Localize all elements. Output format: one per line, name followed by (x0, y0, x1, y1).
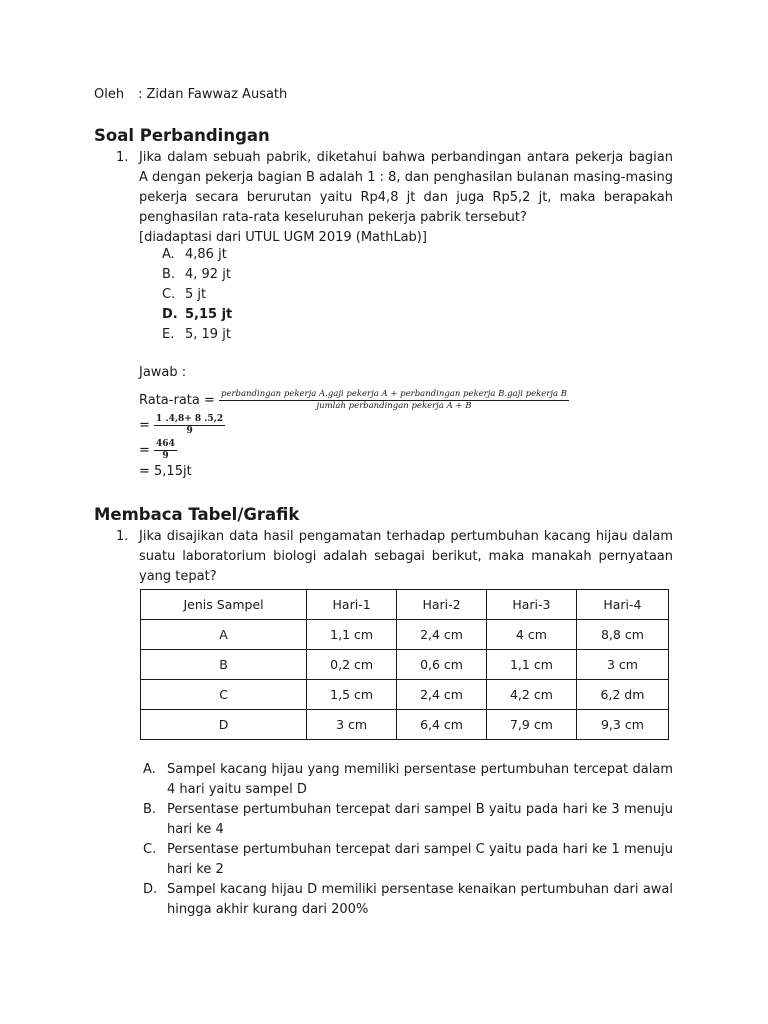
author-label: Oleh (94, 87, 125, 102)
step1-fraction: $\frac{1 .4,8+ 8 .5,2}{9}$ (156, 414, 224, 436)
answer-step-2: = $\frac{464}{9}$ (139, 439, 175, 461)
table-header-cell: Hari-2 (397, 590, 487, 620)
table-cell: 1,5 cm (307, 680, 397, 710)
table-cell: 2,4 cm (397, 680, 487, 710)
table-cell: 3 cm (576, 650, 668, 680)
table-row (141, 620, 669, 650)
table-cell: 4,2 cm (486, 680, 576, 710)
growth-table (140, 589, 669, 740)
table-cell: 3 cm (307, 710, 397, 740)
table-cell: 6,2 dm (576, 680, 668, 710)
author-name: : Zidan Fawwaz Ausath (138, 87, 288, 102)
table-header-cell: Hari-4 (576, 590, 668, 620)
question-source: [diadaptasi dari UTUL UGM 2019 (MathLab)] (139, 230, 427, 245)
question-number: 1. (116, 529, 129, 544)
table-cell: C (141, 680, 307, 710)
option-b[interactable]: B. Persentase pertumbuhan tercepat dari sampel B yaitu pada hari ke 3 menuju hari ke 4 (143, 802, 673, 837)
options-perbandingan (162, 245, 232, 345)
table-cell: 9,3 cm (576, 710, 668, 740)
option-e[interactable]: E. 5, 19 jt (162, 327, 231, 342)
answer-result: = 5,15jt (139, 464, 192, 479)
answer-label: Jawab : (139, 365, 187, 380)
table-header-cell: Hari-1 (307, 590, 397, 620)
option-d[interactable]: D. Sampel kacang hijau D memiliki persentase kenaikan pertumbuhan dari awal hingga akhir kurang dari 200% (143, 882, 673, 917)
formula-numerator: perbandingan pekerja A.gaji pekerja A + perbandingan pekerja B.gaji pekerja B (221, 389, 568, 399)
options-tabel (143, 760, 673, 920)
question-text: Jika dalam sebuah pabrik, diketahui bahwa perbandingan antara pekerja bagian A dengan pekerja bagian B adalah 1 : 8, dan penghasilan bulanan masing-masing pekerja secara berurutan yaitu Rp4,8 jt dan juga Rp5,2 jt, maka berapakah penghasilan rata-rata keseluruhan pekerja pabrik tersebut? (139, 150, 673, 225)
table-cell: 0,2 cm (307, 650, 397, 680)
step2-fraction: $\frac{464}{9}$ (156, 439, 175, 461)
option-c[interactable]: C. 5 jt (162, 287, 207, 302)
option-d-correct[interactable]: D. 5,15 jt (162, 307, 233, 322)
rata-label: Rata-rata = (139, 393, 215, 408)
table-cell: 8,8 cm (576, 620, 668, 650)
table-row (141, 710, 669, 740)
table-row (141, 680, 669, 710)
question-number: 1. (116, 150, 129, 165)
answer-block (139, 363, 569, 482)
table-cell: 1,1 cm (486, 650, 576, 680)
answer-formula-line (139, 389, 569, 412)
table-cell: A (141, 620, 307, 650)
table-header-row (141, 590, 669, 620)
option-a[interactable]: A. Sampel kacang hijau yang memiliki persentase pertumbuhan tercepat dalam 4 hari yaitu sampel D (143, 762, 673, 797)
table-header-cell: Jenis Sampel (141, 590, 307, 620)
table-cell: 4 cm (486, 620, 576, 650)
table-cell: D (141, 710, 307, 740)
option-b[interactable]: B. 4, 92 jt (162, 267, 231, 282)
answer-step-1: = $\frac{1 .4,8+ 8 .5,2}{9}$ (139, 414, 224, 436)
option-c[interactable]: C. Persentase pertumbuhan tercepat dari sampel C yaitu pada hari ke 1 menuju hari ke 2 (143, 842, 673, 877)
table-cell: 1,1 cm (307, 620, 397, 650)
author-line (94, 86, 287, 104)
section-title-perbandingan: Soal Perbandingan (94, 126, 270, 145)
question-tabel (116, 527, 673, 587)
table-header-cell: Hari-3 (486, 590, 576, 620)
option-a[interactable]: A. 4,86 jt (162, 247, 227, 262)
formula-denominator: jumlah perbandingan pekerja A + B (316, 401, 472, 411)
formula-fraction (219, 389, 569, 412)
section-title-tabel: Membaca Tabel/Grafik (94, 505, 300, 524)
table-cell: B (141, 650, 307, 680)
table-cell: 6,4 cm (397, 710, 487, 740)
table-row (141, 650, 669, 680)
table-cell: 7,9 cm (486, 710, 576, 740)
question-perbandingan (116, 148, 673, 248)
table-cell: 0,6 cm (397, 650, 487, 680)
question-text: Jika disajikan data hasil pengamatan terhadap pertumbuhan kacang hijau dalam suatu laboratorium biologi adalah sebagai berikut, maka manakah pernyataan yang tepat? (139, 529, 673, 584)
table-cell: 2,4 cm (397, 620, 487, 650)
